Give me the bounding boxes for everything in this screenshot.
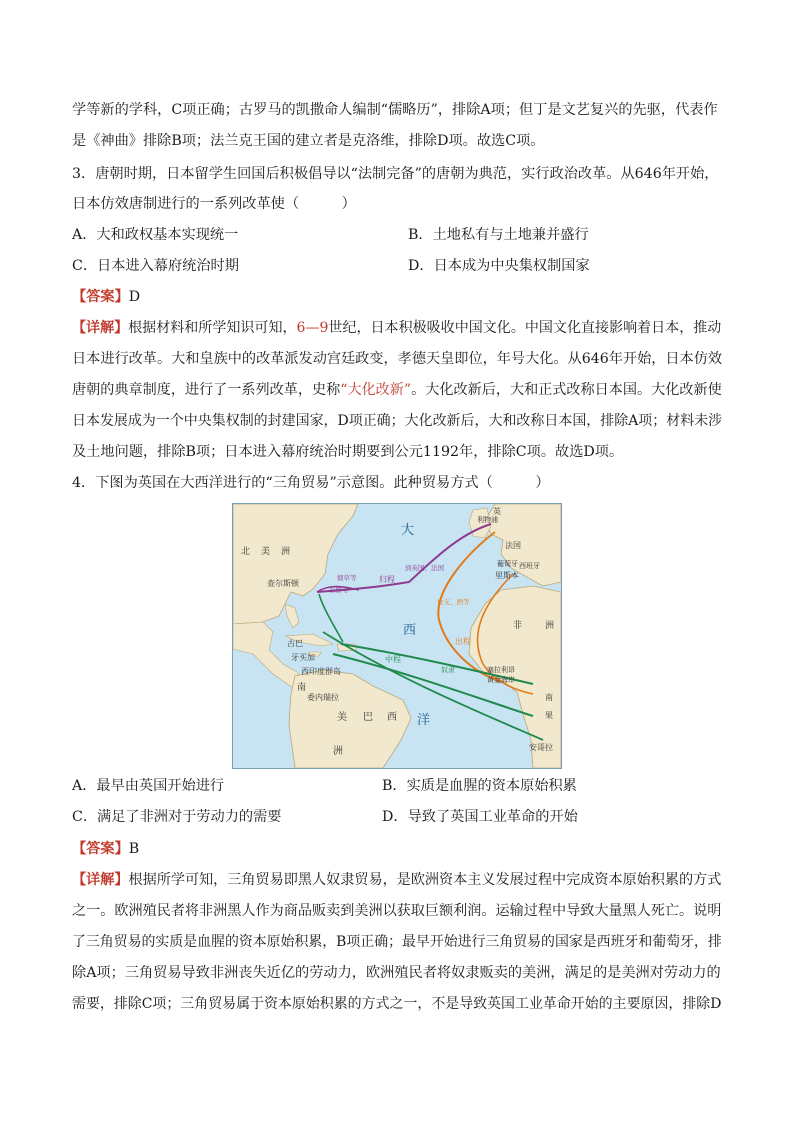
q4-option-b: B．实质是血腥的资本原始积累 xyxy=(382,778,577,794)
label-gold-coast: 黄金海岸 xyxy=(487,676,515,684)
detail-text: 世纪，日本积极吸收中国文化。中国文化直接影响着日本，推动 xyxy=(328,320,722,336)
prev-explanation-line-2: 是《神曲》排除B项；法兰克王国的建立者是克洛维，排除D项。故选C项。 xyxy=(72,133,545,149)
label-tobacco: 烟草等 xyxy=(337,574,357,582)
label-south-america-3: 洲 xyxy=(333,746,343,757)
label-africa-4: 果 xyxy=(545,711,553,720)
label-spain: 西班牙 xyxy=(519,562,540,570)
q4-option-d: D．导致了英国工业革命的开始 xyxy=(382,809,578,825)
label-outward-route: 出程 xyxy=(455,637,471,646)
label-brazil-2: 西 xyxy=(387,712,397,723)
triangle-trade-map xyxy=(232,503,562,769)
q3-detail-line-4: 日本发展成为一个中央集权制的封建国家，D项正确；大化改新后，大和改称日本国，排除A项；材料未涉 xyxy=(72,413,723,429)
detail-text: 。大化改新后，大和正式改称日本国。大化改新使 xyxy=(411,382,722,398)
label-home-route: 归程 xyxy=(379,575,395,584)
answer-tag: 【答案】 xyxy=(72,289,129,305)
label-sierra-leone: 塞拉利昂 xyxy=(487,666,515,674)
q4-detail-line-4: 除A项；三角贸易导致非洲丧失近亿的劳动力，欧洲殖民者将奴隶贩卖的美洲，满足的是美洲对劳动力的 xyxy=(72,965,721,981)
detail-tag: 【详解】 xyxy=(72,872,129,888)
label-ocean-3: 洋 xyxy=(417,713,431,728)
label-ocean-1: 大 xyxy=(401,523,415,538)
label-charleston: 查尔斯顿 xyxy=(267,579,299,588)
label-north-america-2: 美 xyxy=(261,547,271,557)
q4-option-c: C．满足了非洲对于劳动力的需要 xyxy=(72,809,282,825)
label-lisbon: 里斯本 xyxy=(495,571,519,580)
q3-option-b: B．土地私有与土地兼并盛行 xyxy=(408,227,589,243)
label-england: 英 xyxy=(493,507,501,516)
label-liverpool: 利物浦 xyxy=(477,516,498,524)
label-south-america-1: 南 xyxy=(297,683,307,693)
label-slaves: 奴隶 xyxy=(441,666,455,674)
q3-option-d: D．日本成为中央集权制国家 xyxy=(408,258,590,274)
answer-value: B xyxy=(128,841,140,857)
detail-tag: 【详解】 xyxy=(72,320,129,336)
label-sugar: 原糖等 xyxy=(329,586,349,594)
map-svg xyxy=(233,504,561,768)
detail-highlight: 6—9 xyxy=(296,320,329,336)
label-africa-2: 洲 xyxy=(545,621,555,631)
answer-tag: 【答案】 xyxy=(72,841,129,857)
label-cuba: 古巴 xyxy=(287,639,303,648)
q3-answer xyxy=(72,287,140,307)
label-france: 法国 xyxy=(505,541,521,550)
q3-stem-line-2: 日本仿效唐制进行的一系列改革使（ ） xyxy=(72,196,356,212)
label-north-america-3: 洲 xyxy=(281,547,291,557)
label-jamaica: 牙买加 xyxy=(291,653,315,662)
label-africa-3: 南 xyxy=(545,693,553,702)
label-africa-1: 非 xyxy=(513,621,523,631)
answer-value: D xyxy=(128,289,141,305)
detail-text: 根据所学可知，三角贸易即黑人奴隶贸易，是欧洲资本主义发展过程中完成资本原始积累的方式 xyxy=(128,872,722,888)
label-to-england-france: 到英国、法国 xyxy=(405,564,444,572)
q3-detail-line-3 xyxy=(72,380,722,400)
detail-highlight: “大化改新” xyxy=(340,382,412,398)
q4-answer xyxy=(72,839,139,859)
detail-text: 根据材料和所学知识可知， xyxy=(128,320,297,336)
q3-detail-line-5: 及土地问题，排除B项；日本进入幕府统治时期要到公元1192年，排除C项。故选D项。 xyxy=(72,444,624,460)
prev-explanation-line-1: 学等新的学科，C项正确；古罗马的凯撒命人编制“儒略历”，排除A项；但丁是文艺复兴的先驱，代表作 xyxy=(72,102,718,118)
label-south-america-2: 美 xyxy=(337,712,347,723)
label-goods: 枪支、酒等 xyxy=(437,598,470,606)
q4-detail-line-1 xyxy=(72,870,721,890)
q4-detail-line-3: 了三角贸易的实质是血腥的资本原始积累，B项正确；最早开始进行三角贸易的国家是西班牙和葡萄牙，排 xyxy=(72,934,722,950)
q4-option-a: A．最早由英国开始进行 xyxy=(72,778,225,794)
label-brazil-1: 巴 xyxy=(363,712,373,723)
label-north-america-1: 北 xyxy=(241,547,251,557)
label-portugal: 葡萄牙 xyxy=(497,560,518,568)
q3-detail-line-2: 日本进行改革。大和皇族中的改革派发动宫廷政变，孝德天皇即位，年号大化。从646年开始，日本仿效 xyxy=(72,351,723,367)
label-angola: 安哥拉 xyxy=(529,743,553,752)
q3-detail-line-1 xyxy=(72,318,721,338)
detail-text: 唐朝的典章制度，进行了一系列改革，史称 xyxy=(72,382,341,398)
label-ocean-2: 西 xyxy=(403,623,417,638)
q4-detail-line-2: 之一。欧洲殖民者将非洲黑人作为商品贩卖到美洲以获取巨额利润。运输过程中导致大量黑人死亡。说明 xyxy=(72,903,722,919)
label-middle-route: 中程 xyxy=(385,655,401,664)
q4-detail-line-5: 需要，排除C项；三角贸易属于资本原始积累的方式之一，不是导致英国工业革命开始的主要原因，排除D xyxy=(72,996,722,1012)
label-west-indies: 西印度群岛 xyxy=(301,667,341,676)
q3-stem-line-1: 3．唐朝时期，日本留学生回国后积极倡导以“法制完备”的唐朝为典范，实行政治改革。从646年开始， xyxy=(72,166,719,182)
q4-stem: 4．下图为英国在大西洋进行的“三角贸易”示意图。此种贸易方式（ ） xyxy=(72,475,550,491)
label-venezuela: 委内瑞拉 xyxy=(307,693,339,702)
q3-option-a: A．大和政权基本实现统一 xyxy=(72,227,239,243)
q3-option-c: C．日本进入幕府统治时期 xyxy=(72,258,239,274)
